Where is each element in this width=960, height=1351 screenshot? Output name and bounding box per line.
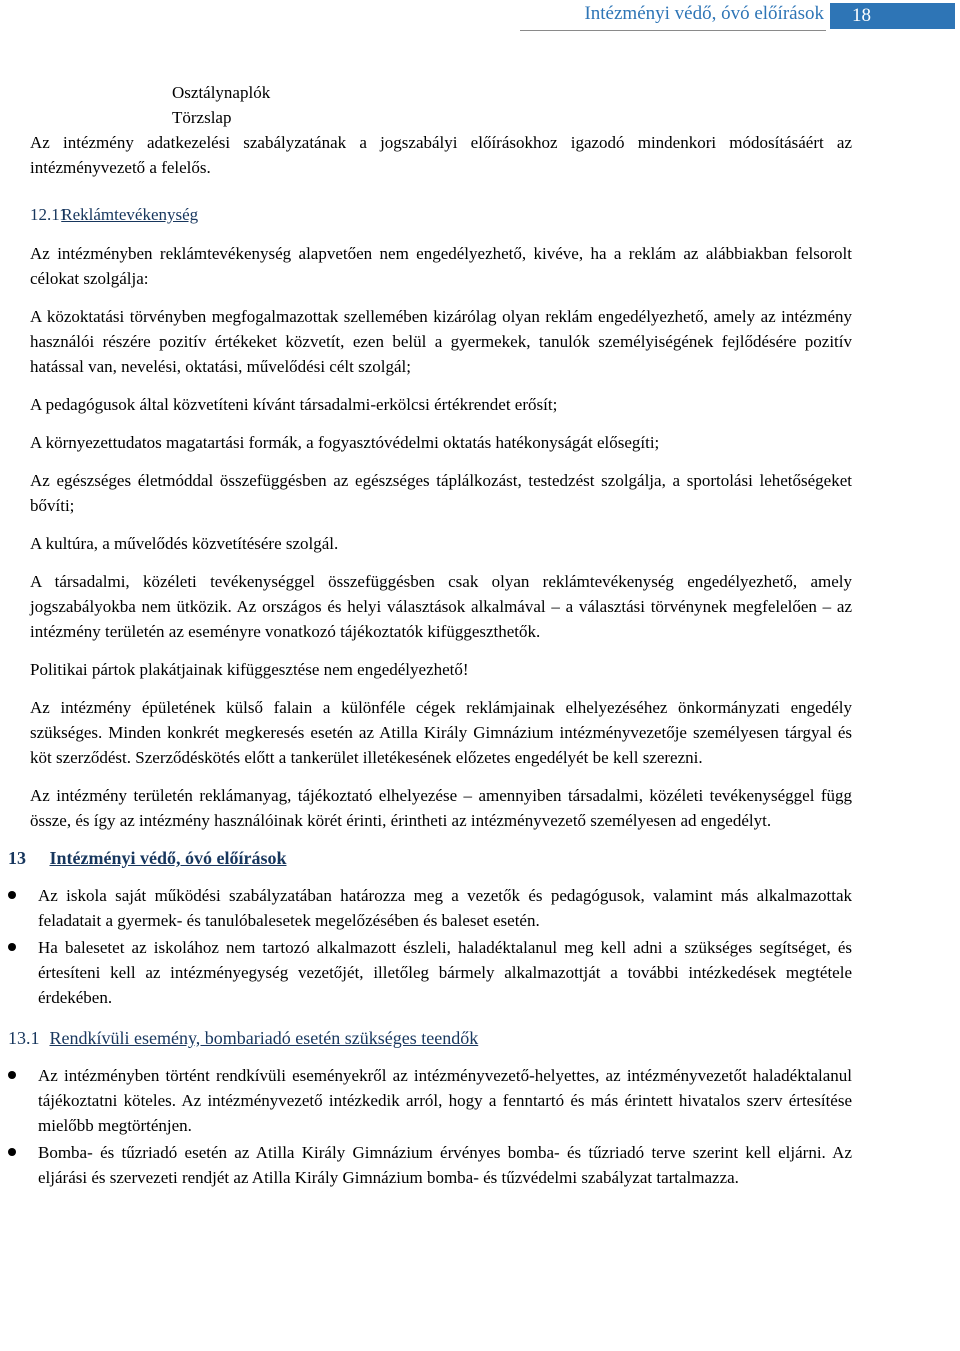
paragraph: A pedagógusok által közvetíteni kívánt társadalmi-erkölcsi értékrendet erősít; — [30, 395, 558, 414]
list-item: Törzslap — [172, 108, 232, 127]
section-12-11-heading — [30, 202, 852, 227]
paragraph: A környezettudatos magatartási formák, a fogyasztóvédelmi oktatás hatékonyságát elősegíti; — [30, 433, 660, 452]
bullet-list — [30, 1063, 852, 1190]
bullet-icon — [8, 943, 16, 951]
paragraph: A kultúra, a művelődés közvetítésére szolgál. — [30, 534, 339, 553]
section-title: Reklámtevékenység — [61, 205, 199, 224]
page-header — [0, 0, 960, 32]
list-item — [30, 1140, 852, 1190]
document-body — [8, 80, 852, 1192]
list-item-text: Az iskola saját működési szabályzatában határozza meg a vezetők és pedagógusok, valamint más alkalmazottak feladatait a gyermek- és tanulóbalesetek megelőzésében és baleset esetén. — [38, 886, 852, 930]
list-item — [30, 935, 852, 1010]
section-number: 13 — [8, 848, 26, 868]
list-item-text: Az intézményben történt rendkívüli eseményekről az intézményvezető-helyettes, az intézményvezetőt haladéktalanul tájékoztatni köteles. Az intézményvezető intézkedik arról, hogy a fenntartó és más érintett hivatalos szerv értesítése mielőbb megtörténjen. — [38, 1066, 852, 1135]
bullet-icon — [8, 1071, 16, 1079]
list-item: Osztálynaplók — [172, 83, 271, 102]
section-title: Intézményi védő, óvó előírások — [49, 848, 287, 868]
page-number-box — [830, 3, 955, 29]
section-title: Rendkívüli esemény, bombariadó esetén szükséges teendők — [49, 1028, 479, 1048]
list-item-text: Bomba- és tűzriadó esetén az Atilla Király Gimnázium érvényes bomba- és tűzriadó terve szerint kell eljárni. Az eljárási és szervezeti rendjét az Atilla Király Gimnázium bomba- és tűzvédelmi szabályzat tartalmazza. — [38, 1143, 852, 1187]
list-item — [30, 883, 852, 933]
paragraph: Politikai pártok plakátjainak kifüggesztése nem engedélyezhető! — [30, 660, 469, 679]
bullet-icon — [8, 1148, 16, 1156]
header-rule — [520, 30, 826, 31]
section-number: 12.11 — [30, 205, 68, 224]
paragraph: Az intézmény épületének külső falain a különféle cégek reklámjainak elhelyezéséhez önkormányzati engedély szükséges. Minden konkrét megkeresés esetén az Atilla Király Gimnázium intézményvezetője személyesen tárgyal és köt szerződést. Szerződéskötés előtt a tankerület illetékesének előzetes engedélyét be kell szerezni. — [30, 698, 852, 767]
bullet-icon — [8, 891, 16, 899]
section-number: 13.1 — [8, 1028, 40, 1048]
intro-paragraph: Az intézmény adatkezelési szabályzatának a jogszabályi előírásokhoz igazodó mindenkori módosításáért az intézményvezető a felelős. — [30, 133, 852, 177]
list-item-text: Ha balesetet az iskolához nem tartozó alkalmazott észleli, haladéktalanul meg kell adni a szükséges segítséget, és értesíteni kell az intézményegység vezetőjét, illetőleg bármely alkalmazottját a további intézkedések megtétele érdekében. — [38, 938, 852, 1007]
list-item — [30, 1063, 852, 1138]
section-13-heading — [8, 846, 852, 871]
paragraph: Az intézmény területén reklámanyag, tájékoztató elhelyezése – amennyiben társadalmi, közéleti tevékenységgel függ össze, és így az intézmény használóinak körét érinti, érintheti az intézményvezető személyesen ad engedélyt. — [30, 786, 852, 830]
section-13-1-heading — [8, 1026, 852, 1051]
paragraph: Az egészséges életmóddal összefüggésben az egészséges táplálkozást, testedzést szolgálja, a sportolási lehetőségeket bővíti; — [30, 471, 852, 515]
paragraph: A közoktatási törvényben megfogalmazottak szellemében kizárólag olyan reklám engedélyezhető, amely az intézmény használói részére pozitív értékeket közvetít, ezen belül a gyermekek, tanulók személyiségének fejlődésére pozitív hatással van, nevelési, oktatási, művelődési célt szolgál; — [30, 307, 852, 376]
paragraph: Az intézményben reklámtevékenység alapvetően nem engedélyezhető, kivéve, ha a reklám az alábbiakban felsorolt célokat szolgálja: — [30, 244, 852, 288]
bullet-list — [30, 883, 852, 1010]
paragraph: A társadalmi, közéleti tevékenységgel összefüggésben csak olyan reklámtevékenység engedélyezhető, amely jogszabályokba nem ütközik. Az országos és helyi választások alkalmával – a választási törvénynek megfelelően – az intézmény területén az eseményre vonatkozó tájékoztatók kifüggeszthetők. — [30, 572, 852, 641]
page-number: 18 — [852, 5, 871, 26]
running-header-title: Intézményi védő, óvó előírások — [584, 3, 824, 24]
